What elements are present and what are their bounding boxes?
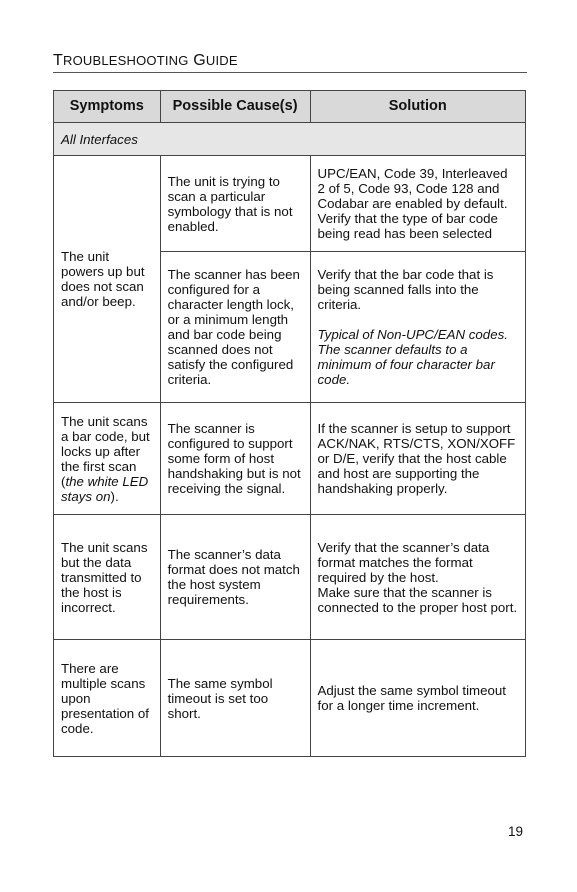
column-header-causes: Possible Cause(s) — [160, 91, 310, 123]
cause-text: The scanner has been configured for a character length lock, or a minimum length and bar code being scanned does not satisfy the configured criteria. — [167, 267, 300, 387]
section-row — [54, 123, 526, 156]
symptom-cell — [54, 156, 161, 403]
page-number: 19 — [508, 824, 524, 839]
solution-text: Verify that the bar code that is being scanned falls into the criteria. — [317, 267, 494, 312]
symptom-text: The unit powers up but does not scan and/or beep. — [61, 249, 145, 309]
solution-text: If the scanner is setup to support ACK/NAK, RTS/CTS, XON/XOFF or D/E, verify that the host cable and host are supporting the handshaking properly. — [317, 421, 516, 496]
solution-text: Verify that the scanner’s data format matches the format required by the host. — [317, 539, 490, 585]
symptom-cell — [54, 640, 161, 757]
cause-text: The unit is trying to scan a particular symbology that is not enabled. — [167, 173, 293, 234]
section-label: All Interfaces — [54, 123, 526, 156]
cause-cell — [160, 515, 310, 640]
column-header-solution: Solution — [310, 91, 525, 123]
page-header — [53, 52, 527, 73]
solution-text-2: Make sure that the scanner is connected to the proper host port. — [317, 584, 518, 615]
solution-text: Adjust the same symbol timeout for a longer time increment. — [317, 683, 506, 713]
symptom-text — [61, 414, 153, 504]
solution-cell — [310, 403, 525, 515]
symptom-cell — [54, 403, 161, 515]
symptom-text: The unit scans but the data transmitted to the host is incorrect. — [61, 539, 148, 615]
header-title-rest-1: ROUBLESHOOTING — [62, 53, 189, 68]
symptom-cell — [54, 515, 161, 640]
solution-note: Typical of Non-UPC/EAN codes. The scanner defaults to a minimum of four character bar code. — [317, 327, 508, 387]
cause-text: The same symbol timeout is set too short. — [167, 675, 273, 721]
cause-text: The scanner’s data format does not match the host system requirements. — [167, 547, 300, 607]
troubleshooting-table — [53, 90, 526, 757]
column-header-symptoms: Symptoms — [54, 91, 161, 123]
solution-text: UPC/EAN, Code 39, Interleaved 2 of 5, Code 93, Code 128 and Codabar are enabled by default. Verify that the type of bar code being read has been selected — [317, 166, 508, 241]
symptom-text-start: The unit scans a bar code, but locks up after the first scan ( — [61, 413, 150, 489]
cause-cell — [160, 640, 310, 757]
cause-cell — [160, 403, 310, 515]
table-row — [54, 640, 526, 757]
symptom-text: There are multiple scans upon presentation of code. — [61, 660, 149, 736]
solution-cell — [310, 156, 525, 252]
symptom-text-end: ). — [110, 488, 119, 504]
solution-cell — [310, 252, 525, 403]
table-row — [54, 156, 526, 252]
solution-cell — [310, 640, 525, 757]
table-header-row — [54, 91, 526, 123]
header-title-rest-2: UIDE — [205, 53, 238, 68]
cause-cell — [160, 156, 310, 252]
header-title-initial-1: T — [53, 52, 63, 69]
solution-cell — [310, 515, 525, 640]
cause-text: The scanner is configured to support some form of host handshaking but is not receiving the signal. — [167, 421, 301, 496]
cause-cell — [160, 252, 310, 403]
table-row — [54, 515, 526, 640]
symptom-text-emphasis: the white LED stays on — [61, 473, 149, 504]
header-title-initial-2: G — [188, 52, 206, 69]
table-row — [54, 403, 526, 515]
